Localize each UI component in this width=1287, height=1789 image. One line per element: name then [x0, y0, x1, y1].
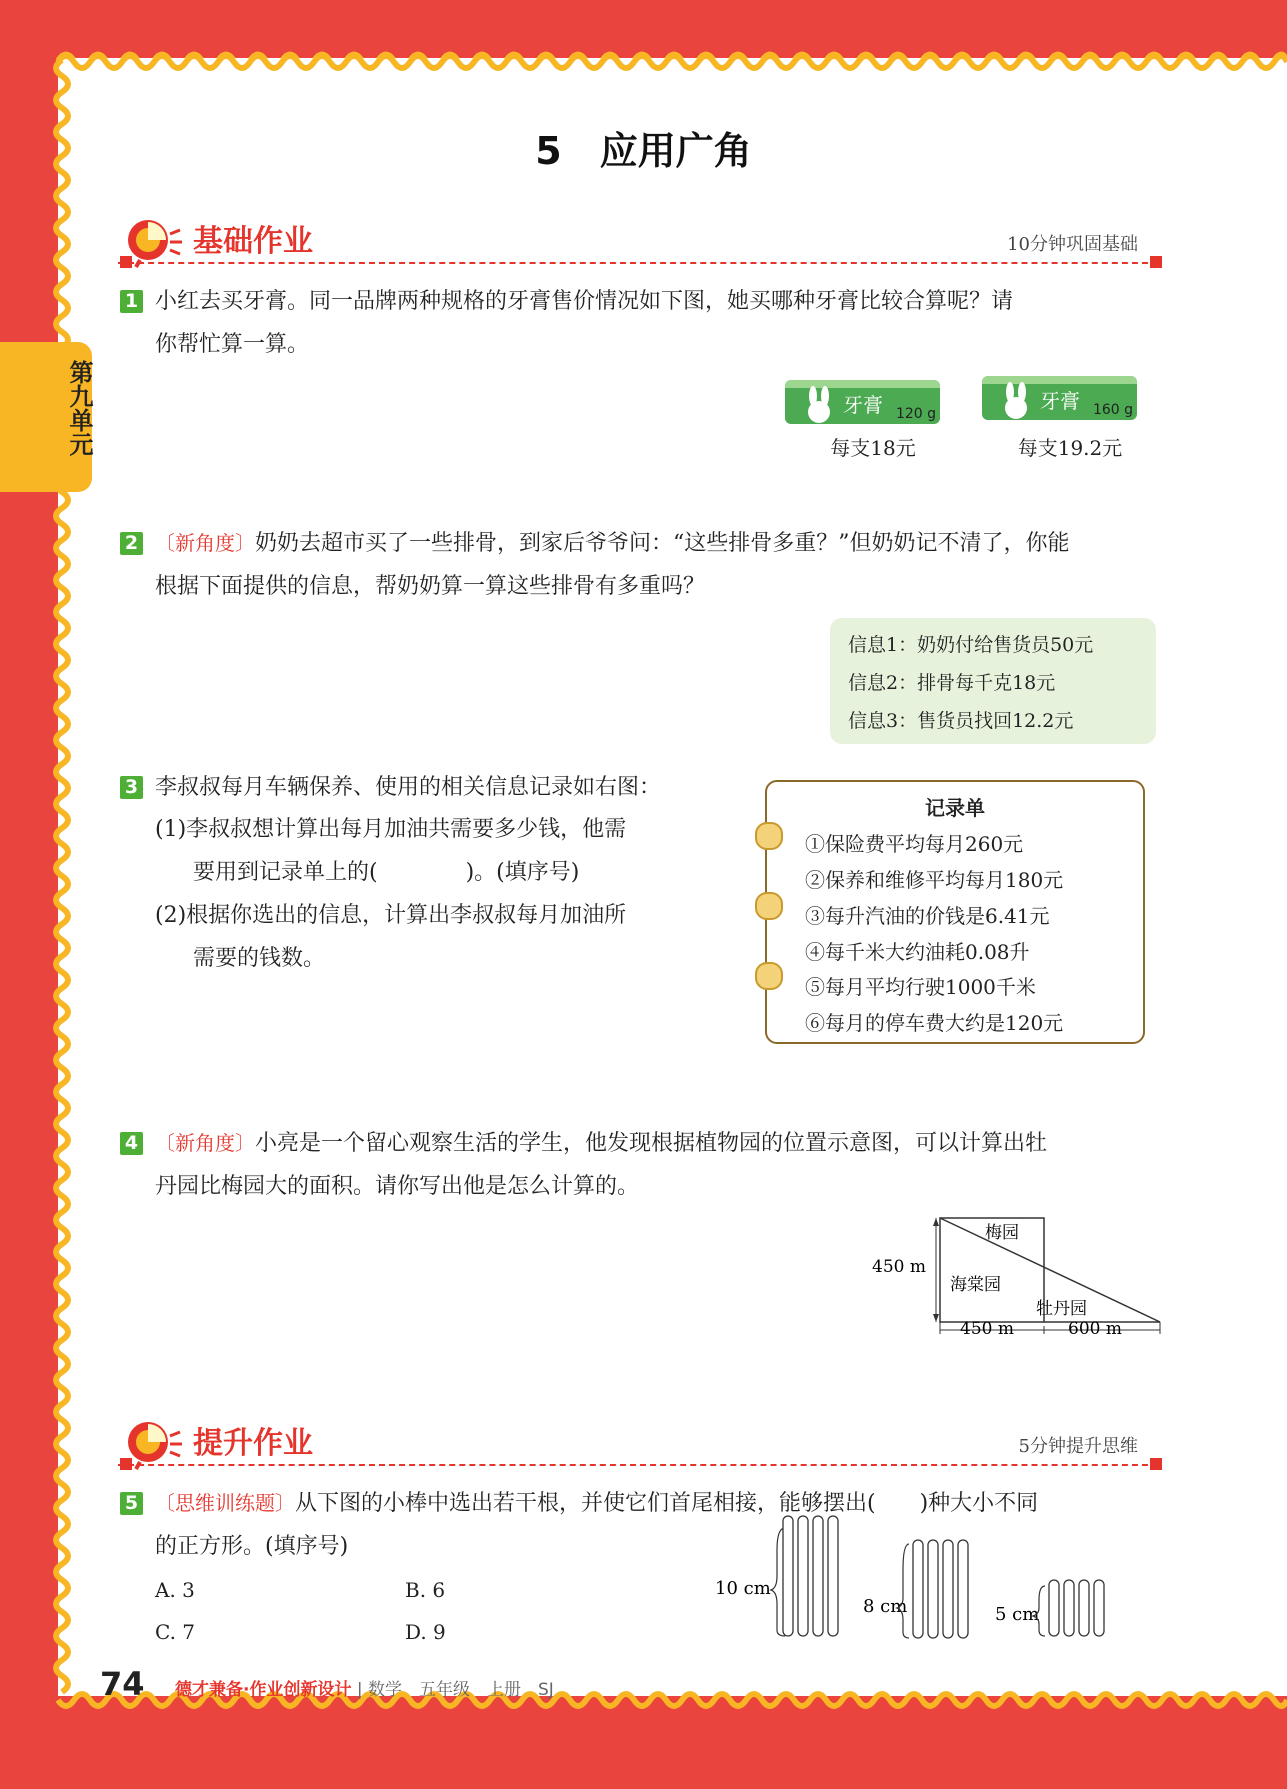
garden-diagram — [860, 1210, 1170, 1345]
section-sub-basic: 10分钟巩固基础 — [1007, 234, 1138, 255]
rabbit-icon — [996, 382, 1036, 420]
stick — [828, 1516, 838, 1636]
record-item: ④每千米大约油耗0.08升 — [805, 940, 1030, 964]
stick — [1064, 1580, 1074, 1636]
question-4-line-2: 丹园比梅园大的面积。请你写出他是怎么计算的。 — [155, 1174, 640, 1199]
toothpaste-name: 牙膏 — [843, 393, 883, 417]
wavy-border-top-inner — [0, 0, 1287, 90]
stick — [1079, 1580, 1089, 1636]
info-line: 信息3：售货员找回12.2元 — [848, 710, 1074, 732]
question-2-text — [155, 522, 1160, 608]
record-title: 记录单 — [925, 796, 985, 820]
record-item: ③每升汽油的价钱是6.41元 — [805, 904, 1050, 928]
section-sub-advanced: 5分钟提升思维 — [1018, 1436, 1138, 1457]
option-c: C. 7 — [155, 1620, 196, 1644]
binder-ring-icon — [755, 892, 783, 920]
binder-ring-icon — [755, 822, 783, 850]
record-item: ⑤每月平均行驶1000千米 — [805, 975, 1036, 999]
question-1-line-2: 你帮忙算一算。 — [155, 332, 310, 357]
stick-length-label: 8 cm — [863, 1596, 908, 1617]
unit-tab-label: 第九单元 — [65, 360, 93, 456]
question-3-part-1 — [155, 808, 715, 980]
option-b: B. 6 — [405, 1578, 446, 1602]
stick — [943, 1540, 953, 1638]
footer-brand: 德才兼备·作业创新设计 — [175, 1680, 352, 1700]
question-2-line-1 — [155, 522, 1160, 565]
question-number: 1 — [120, 290, 143, 313]
stick — [1049, 1580, 1059, 1636]
question-3-line-1: 李叔叔每月车辆保养、使用的相关信息记录如右图： — [155, 775, 662, 800]
haitang-garden-label: 海棠园 — [950, 1275, 1001, 1295]
info-line: 信息2：排骨每千克18元 — [848, 672, 1056, 694]
height-label: 450 m — [872, 1257, 926, 1277]
arrow-down-icon — [933, 1314, 939, 1322]
divider-start-mark — [120, 1458, 132, 1470]
question-2-line-2: 根据下面提供的信息，帮奶奶算一算这些排骨有多重吗？ — [155, 574, 706, 599]
question-1-line-1: 小红去买牙膏。同一品牌两种规格的牙膏售价情况如下图，她买哪种牙膏比较合算呢？请 — [155, 289, 1014, 314]
section-label-advanced: 提升作业 — [193, 1426, 313, 1461]
question-3-part-1-line-2: 要用到记录单上的( )。(填序号) — [193, 860, 580, 885]
question-4-text — [155, 1122, 1160, 1208]
record-item: ⑥每月的停车费大约是120元 — [805, 1011, 1064, 1035]
stick — [1094, 1580, 1104, 1636]
plum-garden-label: 梅园 — [985, 1223, 1019, 1243]
footer-info: 数学 五年级 上册 SJ — [368, 1680, 554, 1700]
section-header-advanced — [118, 1414, 1158, 1474]
toothpaste-large — [982, 376, 1137, 420]
question-3-part-1-line-1: (1)李叔叔想计算出每月加油共需要多少钱，他需 — [155, 817, 627, 842]
stick-group-8cm — [863, 1540, 968, 1638]
stick — [958, 1540, 968, 1638]
section-header-basic — [118, 212, 1158, 272]
record-sheet — [765, 780, 1145, 1044]
stick-group-10cm — [715, 1516, 838, 1636]
footer-divider: | — [356, 1680, 363, 1700]
question-number: 5 — [120, 1492, 143, 1515]
stick-group-5cm — [995, 1580, 1104, 1636]
record-item: ①保险费平均每月260元 — [805, 832, 1024, 856]
bottom-left-label: 450 m — [960, 1319, 1014, 1339]
question-tag: 〔思维训练题〕 — [155, 1491, 295, 1515]
section-label-basic: 基础作业 — [193, 224, 313, 259]
toothpaste-name: 牙膏 — [1040, 389, 1080, 413]
info-box — [830, 618, 1156, 744]
question-3-part-2-line-1: (2)根据你选出的信息，计算出李叔叔每月加油所 — [155, 903, 627, 928]
question-3-text — [155, 766, 715, 809]
divider-end-mark — [1150, 1458, 1162, 1470]
question-2-line-1-text: 奶奶去超市买了一些排骨，到家后爷爷问：“这些排骨多重？”但奶奶记不清了，你能 — [255, 531, 1070, 556]
question-5-line-2: 的正方形。(填序号) — [155, 1534, 349, 1559]
bottom-right-label: 600 m — [1068, 1319, 1122, 1339]
info-line: 信息1：奶奶付给售货员50元 — [848, 634, 1094, 656]
arrow-up-icon — [933, 1218, 939, 1226]
page-title: 5 应用广角 — [535, 129, 752, 173]
question-number: 3 — [120, 776, 143, 799]
stick — [783, 1516, 793, 1636]
option-d: D. 9 — [405, 1620, 446, 1644]
stick — [813, 1516, 823, 1636]
divider-start-mark — [120, 256, 132, 268]
stick-length-label: 5 cm — [995, 1604, 1040, 1625]
section-divider — [118, 1464, 1158, 1466]
stick — [798, 1516, 808, 1636]
option-a: A. 3 — [155, 1578, 195, 1602]
question-number: 2 — [120, 532, 143, 555]
toothpaste-price: 每支18元 — [830, 436, 916, 460]
question-tag: 〔新角度〕 — [155, 1131, 255, 1155]
sticks-figure — [705, 1490, 1125, 1640]
record-item: ②保养和维修平均每月180元 — [805, 868, 1064, 892]
question-5-line-1-text: 从下图的小棒中选出若干根，并使它们首尾相接，能够摆出( )种大小不同 — [295, 1491, 1039, 1516]
stick — [913, 1540, 923, 1638]
toothpaste-weight: 120 g — [895, 406, 936, 422]
brace-icon — [897, 1544, 909, 1638]
question-1-text — [155, 280, 1160, 366]
question-number: 4 — [120, 1132, 143, 1155]
toothpaste-small — [785, 380, 940, 424]
divider-end-mark — [1150, 256, 1162, 268]
wavy-border-left — [0, 0, 93, 1789]
section-divider — [118, 262, 1158, 264]
page-number: 74 — [100, 1665, 145, 1703]
question-tag: 〔新角度〕 — [155, 531, 255, 555]
toothpaste-price: 每支19.2元 — [1017, 436, 1123, 460]
toothpaste-weight: 160 g — [1092, 402, 1133, 418]
rabbit-icon — [799, 386, 839, 424]
question-3-part-2-line-2: 需要的钱数。 — [193, 946, 326, 971]
stick-length-label: 10 cm — [715, 1578, 771, 1599]
question-4-line-1-text: 小亮是一个留心观察生活的学生，他发现根据植物园的位置示意图，可以计算出牡 — [255, 1131, 1048, 1156]
question-4-line-1 — [155, 1122, 1160, 1165]
stick — [928, 1540, 938, 1638]
page-footer — [175, 1675, 554, 1700]
binder-ring-icon — [755, 962, 783, 990]
peony-garden-label: 牡丹园 — [1036, 1299, 1087, 1319]
